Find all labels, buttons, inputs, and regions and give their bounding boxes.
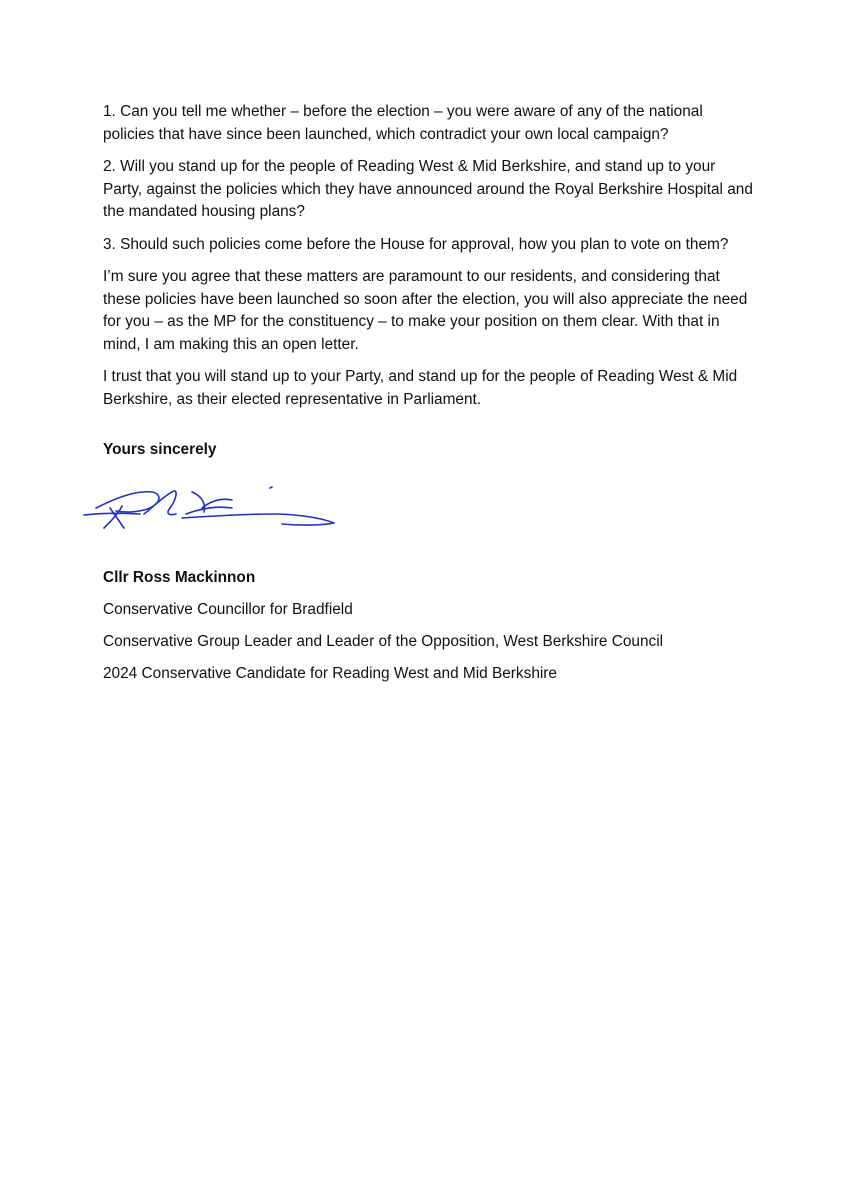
signer-title: 2024 Conservative Candidate for Reading West and Mid Berkshire bbox=[103, 665, 557, 682]
paragraph-question-2: 2. Will you stand up for the people of Reading West & Mid Berkshire, and stand up to your Party, against the policies which they have announced around the Royal Berkshire Hospital and the mandated housing plans? bbox=[103, 158, 753, 220]
signer-title: Conservative Group Leader and Leader of the Opposition, West Berkshire Council bbox=[103, 633, 664, 650]
paragraph-question-3: 3. Should such policies come before the House for approval, how you plan to vote on them? bbox=[103, 235, 729, 253]
paragraph-closing-statement: I trust that you will stand up to your Party, and stand up for the people of Reading West & Mid Berkshire, as their elected representative in Parliament. bbox=[103, 368, 738, 408]
signer-title: Conservative Councillor for Bradfield bbox=[103, 601, 353, 618]
paragraph-open-letter: I’m sure you agree that these matters are paramount to our residents, and considering that these policies have been launched so soon after the election, you will also appreciate the need for you – as the MP for the constituency – to make your position on them clear. With that in mind, I am making this an open letter. bbox=[103, 268, 748, 353]
closing-salutation: Yours sincerely bbox=[103, 441, 217, 458]
letter-body bbox=[103, 101, 753, 421]
signer-name: Cllr Ross Mackinnon bbox=[103, 569, 256, 586]
handwritten-signature bbox=[82, 478, 342, 538]
paragraph-question-1: 1. Can you tell me whether – before the election – you were aware of any of the national policies that have since been launched, which contradict your own local campaign? bbox=[103, 103, 703, 143]
signer-block bbox=[103, 567, 753, 695]
